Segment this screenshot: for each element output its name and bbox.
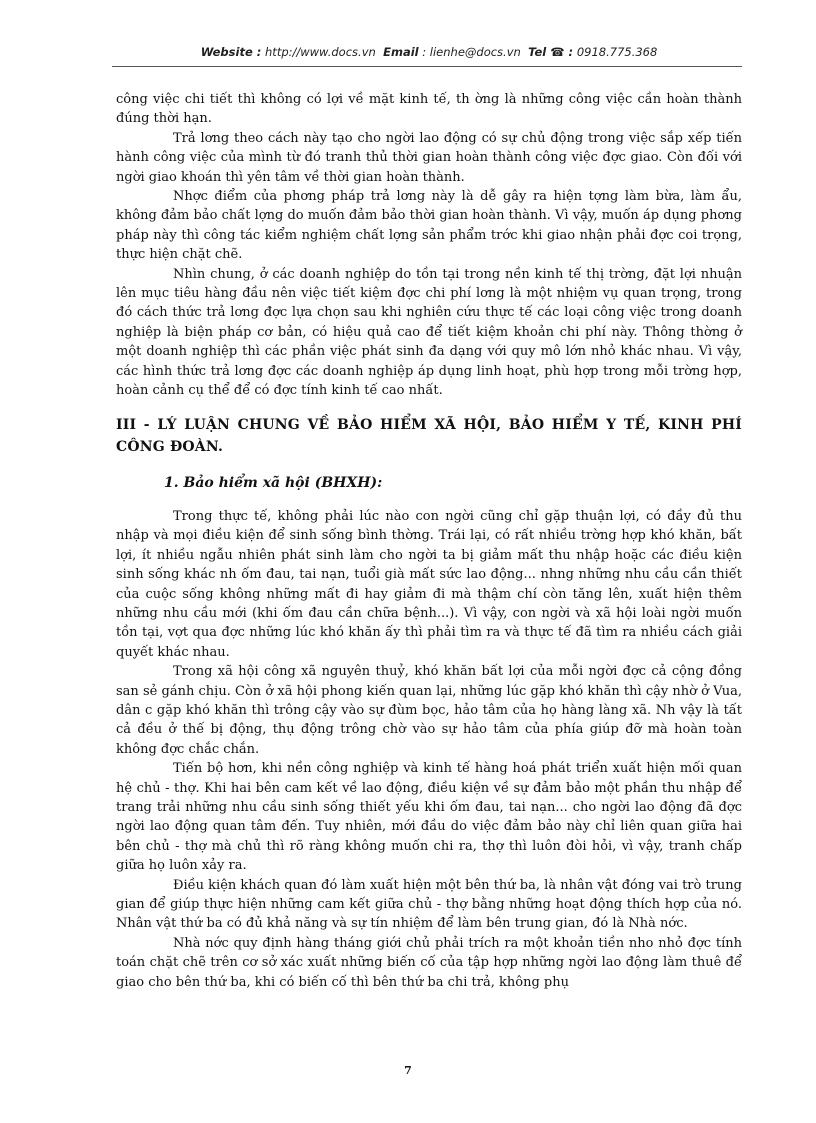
- header-divider: [112, 66, 742, 67]
- tel-value: 0918.775.368: [576, 45, 658, 59]
- paragraph: công việc chi tiết thì không có lợi về mặt kinh tế, th ờng là những công việc cần hoàn thành đúng thời hạn.: [116, 92, 742, 127]
- paragraph: Trong thực tế, không phải lúc nào con ngời cũng chỉ gặp thuận lợi, có đầy đủ thu nhập và mọi điều kiện để sinh sống bình thờng. Trái lại, có rất nhiều trờng hợp khó khăn, bất lợi, ít nhiều ngẫu nhiên phát sinh làm cho ngời ta bị giảm mất thu nhập hoặc các điều kiện sinh sống khác nh ốm đau, tai nạn, tuổi già mất sức lao động... nhng những nhu cầu cần thiết của cuộc sống không những mất đi hay giảm đi mà thậm chí còn tăng lên, xuất hiện thêm những nhu cầu mới (khi ốm đau cần chữa bệnh...). Vì vậy, con ngời và xã hội loài ngời muốn tồn tại, vợt qua đợc những lúc khó khăn ấy thì phải tìm ra và thực tế đã tìm ra nhiều cách giải quyết khác nhau.: [116, 508, 742, 660]
- section-heading: III - LÝ LUẬN CHUNG VỀ BẢO HIỂM XÃ HỘI, BẢO HIỂM Y TẾ, KINH PHÍ CÔNG ĐOÀN.: [116, 416, 742, 455]
- website-label: Website :: [200, 45, 262, 59]
- paragraph: Tiến bộ hơn, khi nền công nghiệp và kinh tế hàng hoá phát triển xuất hiện mối quan hệ chủ - thợ. Khi hai bên cam kết về lao động, điều kiện về sự đảm bảo một phần thu nhập để trang trải những nhu cầu sinh sống thiết yếu khi ốm đau, tai nạn... cho ngời lao động đã đợc ngời lao động quan tâm đến. Tuy nhiên, mới đầu do việc đảm bảo này chỉ liên quan giữa hai bên chủ - thợ mà chủ thì rõ ràng không muốn chi ra, thợ thì luôn đòi hỏi, vì vậy, tranh chấp giữa họ luôn xảy ra.: [116, 761, 742, 874]
- paragraph: Trả lơng theo cách này tạo cho ngời lao động có sự chủ động trong việc sắp xếp tiến hành công việc của mình từ đó tranh thủ thời gian hoàn thành công việc đợc giao. Còn đối với ngời giao khoán thì yên tâm về thời gian hoàn thành.: [116, 130, 742, 185]
- document-body: [116, 90, 742, 992]
- page-number: 7: [404, 1064, 412, 1077]
- website-url[interactable]: http://www.docs.vn: [265, 45, 376, 59]
- email-value[interactable]: : lienhe@docs.vn: [422, 45, 521, 59]
- subsection-heading: 1. Bảo hiểm xã hội (BHXH):: [164, 474, 383, 491]
- email-label: Email: [383, 45, 419, 59]
- paragraph: Điều kiện khách quan đó làm xuất hiện một bên thứ ba, là nhân vật đóng vai trò trung gian để giúp thực hiện những cam kết giữa chủ - thợ bằng những hoạt động thích hợp của nó. Nhân vật thứ ba có đủ khả năng và sự tín nhiệm để làm bên trung gian, đó là Nhà nớc.: [116, 877, 742, 932]
- paragraph: Trong xã hội công xã nguyên thuỷ, khó khăn bất lợi của mỗi ngời đợc cả cộng đồng san sẻ gánh chịu. Còn ở xã hội phong kiến quan lại, những lúc gặp khó khăn thì cậy nhờ ở Vua, dân c gặp khó khăn thì trông cậy vào sự đùm bọc, hảo tâm của họ hàng làng xã. Nh vậy là tất cả đều ở thế bị động, thụ động trông chờ vào sự hảo tâm của phía giúp đỡ mà hoàn toàn không đợc chắc chắn.: [116, 664, 742, 757]
- paragraph: Nhà nớc quy định hàng tháng giới chủ phải trích ra một khoản tiền nho nhỏ đợc tính toán chặt chẽ trên cơ sở xác xuất những biến cố của tập hợp những ngời lao động làm thuê để giao cho bên thứ ba, khi có biến cố thì bên thứ ba chi trả, không phụ: [116, 935, 742, 990]
- page-header: [118, 45, 740, 59]
- tel-label: Tel ☎ :: [528, 45, 574, 59]
- paragraph: Nhợc điểm của phơng pháp trả lơng này là dễ gây ra hiện tợng làm bừa, làm ẩu, không đảm bảo chất lợng do muốn đảm bảo thời gian hoàn thành. Vì vậy, muốn áp dụng phơng pháp này thì công tác kiểm nghiệm chất lợng sản phẩm trớc khi giao nhận phải đợc coi trọng, thực hiện chặt chẽ.: [116, 189, 742, 263]
- paragraph: Nhìn chung, ở các doanh nghiệp do tồn tại trong nền kinh tế thị trờng, đặt lợi nhuận lên mục tiêu hàng đầu nên việc tiết kiệm đợc chi phí lơng là một nhiệm vụ quan trọng, trong đó cách thức trả lơng đợc lựa chọn sau khi nghiên cứu thực tế các loại công việc trong doanh nghiệp là biện pháp cơ bản, có hiệu quả cao để tiết kiệm khoản chi phí này. Thông thờng ở một doanh nghiệp thì các phần việc phát sinh đa dạng với quy mô lớn nhỏ khác nhau. Vì vậy, các hình thức trả lơng đợc các doanh nghiệp áp dụng linh hoạt, phù hợp trong mỗi trờng hợp, hoàn cảnh cụ thể để có đợc tính kinh tế cao nhất.: [116, 266, 742, 399]
